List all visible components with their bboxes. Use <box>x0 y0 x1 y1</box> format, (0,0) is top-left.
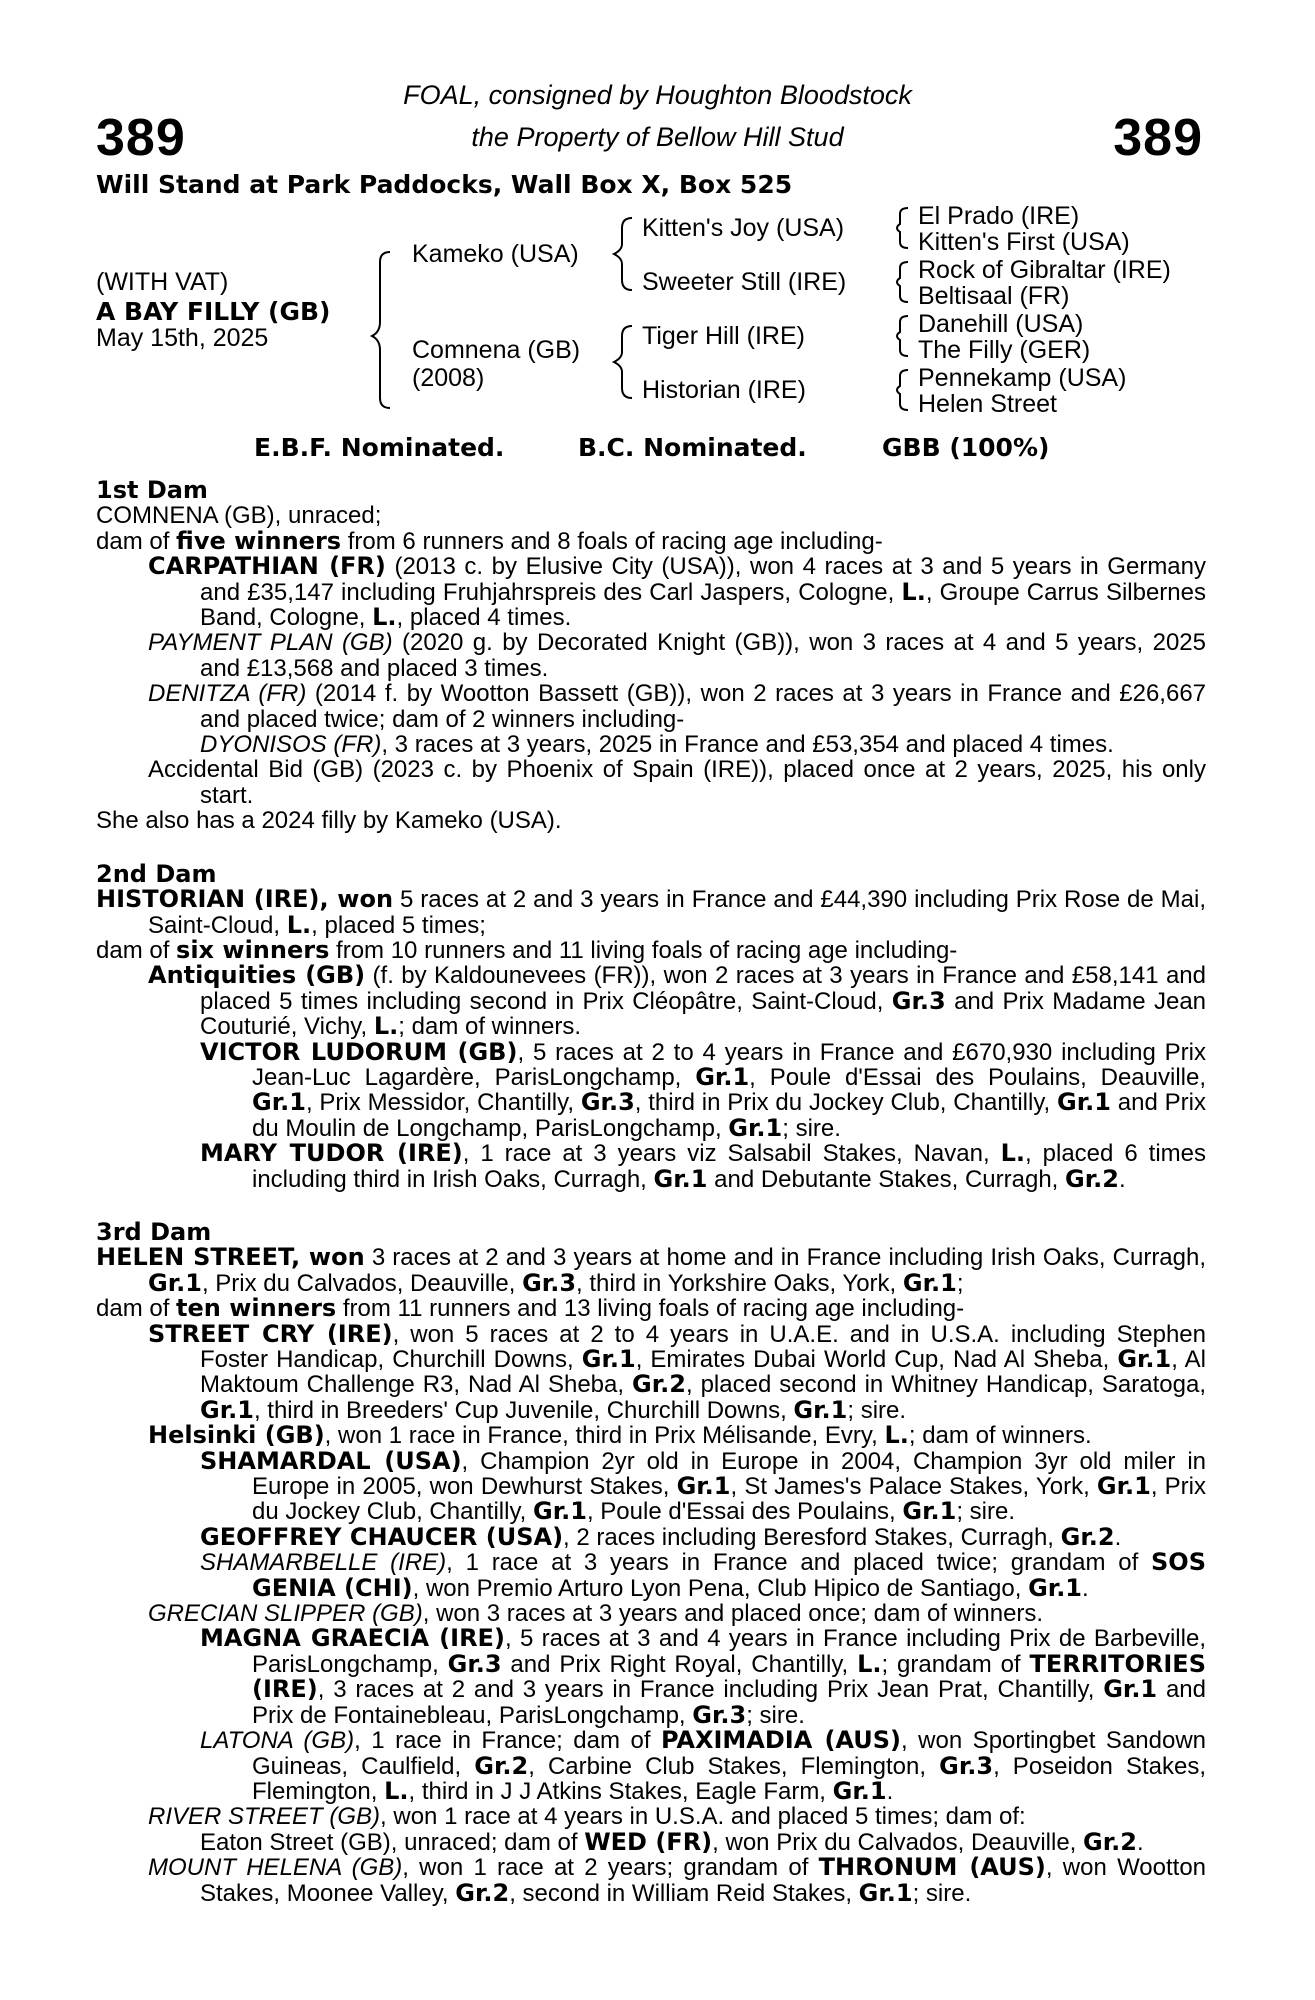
entry-denitza: DENITZA (FR) (2014 f. by Wootton Bassett (GB)), won 2 races at 3 years in France and £26,667 and placed twice; dam of 2 winners including- <box>148 680 1207 733</box>
entry-victor-ludorum: VICTOR LUDORUM (GB), 5 races at 2 to 4 years in France and £670,930 including Prix Jean-Luc Lagardère, ParisLongchamp, Gr.1, Poule d'Essai des Poulains, Deauville, Gr.1, Prix Messidor, Chantilly, Gr.3, third in Prix du Jockey Club, Chantilly, Gr.1 and Prix du Moulin de Longchamp, ParisLongchamp, Gr.1; sire. <box>200 1037 1207 1142</box>
entry-accidental-bid: Accidental Bid (GB) (2023 c. by Phoenix of Spain (IRE)), placed once at 2 years, 2025, his only start. <box>148 756 1206 809</box>
entry-dyonisos: DYONISOS (FR), 3 races at 3 years, 2025 in France and £53,354 and placed 4 times. <box>200 731 1114 759</box>
dam-sire: Tiger Hill (IRE) <box>642 322 805 350</box>
second-dam-heading: 2nd Dam <box>96 859 217 888</box>
sds: Rock of Gibraltar (IRE) <box>918 256 1171 284</box>
entry-mary-tudor: MARY TUDOR (IRE), 1 race at 3 years viz Salsabil Stakes, Navan, L., placed 6 times including third in Irish Oaks, Curragh, Gr.1 and Debutante Stakes, Curragh, Gr.2. <box>200 1139 1206 1193</box>
entry-river-street: RIVER STREET (GB), won 1 race at 4 years in U.S.A. and placed 5 times; dam of: <box>148 1803 1026 1831</box>
second-dam-produce-summary: dam of six winners from 10 runners and 11 living foals of racing age including- <box>96 935 958 964</box>
dam-dam: Historian (IRE) <box>642 376 806 404</box>
entry-geoffrey-chaucer: GEOFFREY CHAUCER (USA), 2 races including Beresford Stakes, Curragh, Gr.2. <box>200 1522 1122 1551</box>
ssd: Kitten's First (USA) <box>918 228 1130 256</box>
sire: Kameko (USA) <box>412 240 579 268</box>
entry-shamarbelle: SHAMARBELLE (IRE), 1 race at 3 years in France and placed twice; grandam of SOS GENIA (CHI), won Premio Arturo Lyon Pena, Club Hipico de Santiago, Gr.1. <box>200 1548 1206 1602</box>
bc-nominated: B.C. Nominated. <box>578 433 807 462</box>
sire-dam: Sweeter Still (IRE) <box>642 268 847 296</box>
entry-helen-street: HELEN STREET, won 3 races at 2 and 3 years at home and in France including Irish Oaks, Curragh, Gr.1, Prix du Calvados, Deauville, Gr.3, third in Yorkshire Oaks, York, Gr.1; <box>96 1243 1207 1297</box>
gbb-rating: GBB (100%) <box>882 433 1050 462</box>
first-dam-intro: COMNENA (GB), unraced; <box>96 502 382 530</box>
entry-eaton-street: Eaton Street (GB), unraced; dam of WED (FR), won Prix du Calvados, Deauville, Gr.2. <box>200 1827 1144 1856</box>
foaling-date: May 15th, 2025 <box>96 324 269 352</box>
lot-number-right: 389 <box>1113 109 1203 167</box>
entry-payment-plan: PAYMENT PLAN (GB) (2020 g. by Decorated Knight (GB)), won 3 races at 4 and 5 years, 2025 and £13,568 and placed 3 times. <box>148 629 1206 682</box>
dss: Danehill (USA) <box>918 310 1084 338</box>
sire-sire: Kitten's Joy (USA) <box>642 214 845 242</box>
sdd: Beltisaal (FR) <box>918 282 1070 310</box>
entry-carpathian: CARPATHIAN (FR) (2013 c. by Elusive City (USA)), won 4 races at 3 and 5 years in Germany and £35,147 including Fruhjahrspreis des Carl Jaspers, Cologne, L., Groupe Carrus Silbernes Band, Cologne, L., placed 4 times. <box>148 552 1207 632</box>
sss: El Prado (IRE) <box>918 202 1080 230</box>
dam: Comnena (GB) <box>412 336 581 364</box>
entry-grecian-slipper: GRECIAN SLIPPER (GB), won 3 races at 3 years and placed once; dam of winners. <box>148 1600 1044 1628</box>
first-dam-heading: 1st Dam <box>96 476 208 504</box>
entry-street-cry: STREET CRY (IRE), won 5 races at 2 to 4 years in U.A.E. and in U.S.A. including Stephen Foster Handicap, Churchill Downs, Gr.1, Emirates Dubai World Cup, Nad Al Sheba, Gr.1, Al Maktoum Challenge R3, Nad Al Sheba, Gr.2, placed second in Whitney Handicap, Saratoga, Gr.1, third in Breeders' Cup Juvenile, Churchill Downs, Gr.1; sire. <box>148 1319 1206 1424</box>
entry-shamardal: SHAMARDAL (USA), Champion 2yr old in Europe in 2004, Champion 3yr old miler in Europe in 2005, won Dewhurst Stakes, Gr.1, St James's Palace Stakes, York, Gr.1, Prix du Jockey Club, Chantilly, Gr.1, Poule d'Essai des Poulains, Gr.1; sire. <box>200 1446 1207 1526</box>
third-dam-produce-summary: dam of ten winners from 11 runners and 13 living foals of racing age including- <box>96 1294 965 1323</box>
property-line: the Property of Bellow Hill Stud <box>471 122 844 152</box>
dds: Pennekamp (USA) <box>918 364 1127 392</box>
dam-year: (2008) <box>412 364 485 392</box>
entry-latona: LATONA (GB), 1 race in France; dam of PAXIMADIA (AUS), won Sportingbet Sandown Guineas, Caulfield, Gr.2, Carbine Club Stakes, Flemington, Gr.3, Poseidon Stakes, Flemington, L., third in J J Atkins Stakes, Eagle Farm, Gr.1. <box>200 1726 1207 1805</box>
third-dam-heading: 3rd Dam <box>96 1217 212 1246</box>
lot-number-left: 389 <box>96 109 186 167</box>
vat-note: (WITH VAT) <box>96 268 229 296</box>
entry-antiquities: Antiquities (GB) (f. by Kaldounevees (FR)), won 2 races at 3 years in France and £58,141 and placed 5 times including second in Prix Cléopâtre, Saint-Cloud, Gr.3 and Prix Madame Jean Couturié, Vichy, L.; dam of winners. <box>148 961 1207 1041</box>
stabling-location: Will Stand at Park Paddocks, Wall Box X, Box 525 <box>96 170 793 199</box>
ebf-nominated: E.B.F. Nominated. <box>254 433 505 462</box>
entry-helsinki: Helsinki (GB), won 1 race in France, third in Prix Mélisande, Evry, L.; dam of winners. <box>148 1421 1092 1450</box>
lot-name: A BAY FILLY (GB) <box>96 297 331 326</box>
first-dam-produce-summary: dam of five winners from 6 runners and 8 foals of racing age including- <box>96 526 883 555</box>
catalogue-body <box>96 478 1206 1906</box>
ddd: Helen Street <box>918 390 1057 418</box>
dsd: The Filly (GER) <box>918 336 1091 364</box>
entry-historian: HISTORIAN (IRE), won 5 races at 2 and 3 years in France and £44,390 including Prix Rose de Mai, Saint-Cloud, L., placed 5 times; <box>96 885 1206 939</box>
entry-mount-helena: MOUNT HELENA (GB), won 1 race at 2 years; grandam of THRONUM (AUS), won Wootton Stakes, Moonee Valley, Gr.2, second in William Reid Stakes, Gr.1; sire. <box>148 1853 1207 1907</box>
entry-magna-graecia: MAGNA GRAECIA (IRE), 5 races at 3 and 4 years in France including Prix de Barbeville, ParisLongchamp, Gr.3 and Prix Right Royal, Chantilly, L.; grandam of TERRITORIES (IRE), 3 races at 2 and 3 years in France including Prix Jean Prat, Chantilly, Gr.1 and Prix de Fontainebleau, ParisLongchamp, Gr.3; sire. <box>200 1624 1206 1729</box>
first-dam-note: She also has a 2024 filly by Kameko (USA). <box>96 807 562 835</box>
consignor-line: FOAL, consigned by Houghton Bloodstock <box>403 80 912 110</box>
